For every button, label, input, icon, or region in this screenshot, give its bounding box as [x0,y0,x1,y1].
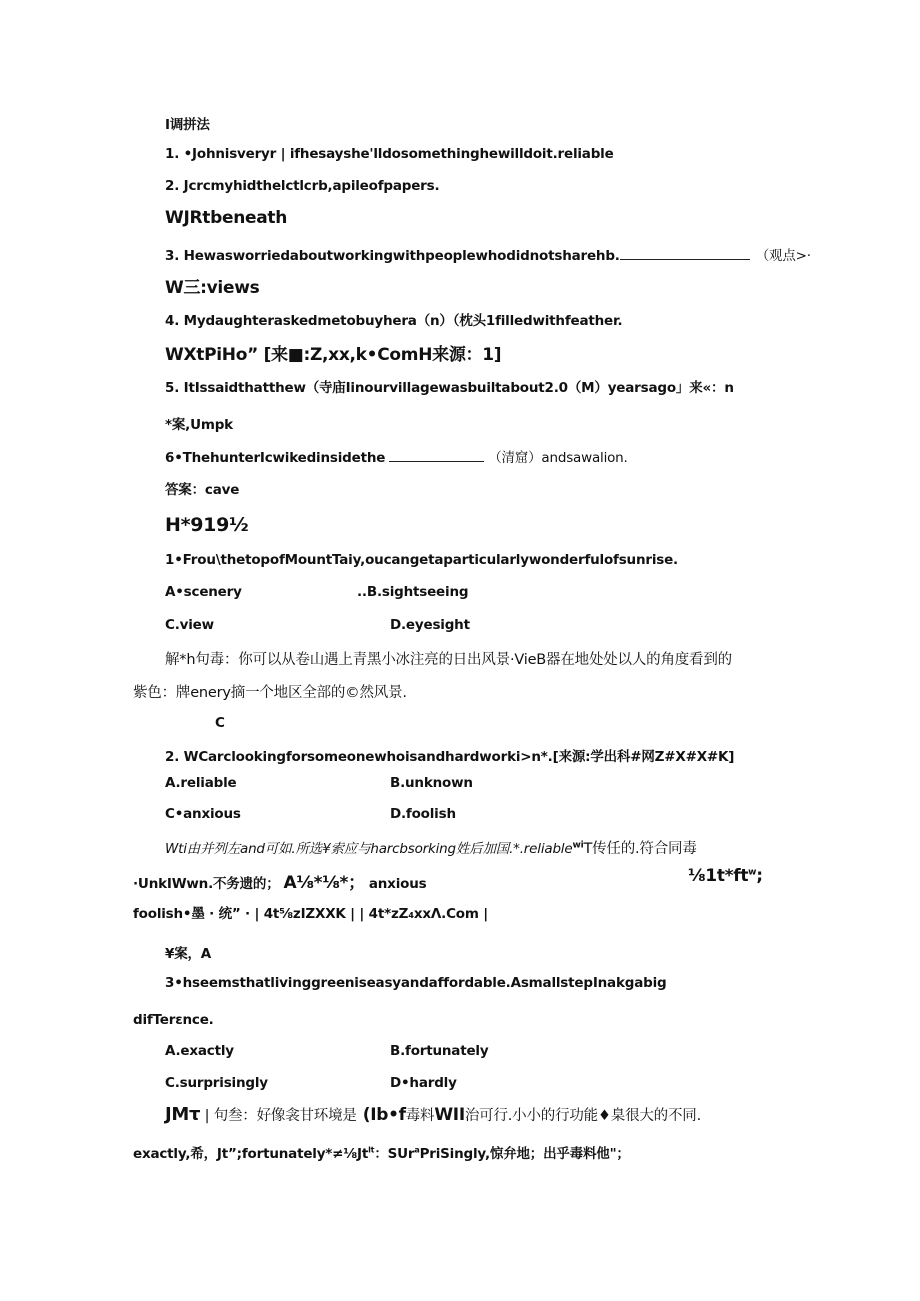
item-1-text: 1. •Johnisveryr | ifhesayshe'lldosomethinghewilldoit.reliable [165,146,614,162]
question-1-text: 1•Frou\thetopofMountTaiy,oucangetaparticularlywonderfulofsunrise. [165,552,678,568]
question-1-answer: C [215,715,225,731]
question-1-option-b: ..B.sightseeing [357,584,469,600]
item-3-hint: （观点>· [755,248,811,264]
item-2-answer: WJRtbeneath [165,208,288,228]
item-6-hint: （清窟）andsawalion. [488,450,628,466]
garbled-text: (Ib•f [362,1105,406,1125]
item-6-text [165,446,628,466]
question-2-explanation-line3: foolish•墨 · 统” · | 4t⅝zIZXXK | | 4t*zZ₄xxΛ.Com | [133,906,488,922]
item-5-text: 5. ItIssaidthatthew（寺庙Iinourvillagewasbuiltabout2.0（M）yearsago」来«：n [165,380,734,396]
question-1-option-d: D.eyesight [390,617,470,633]
item-5-answer: *案,Umpk [165,417,233,433]
superscript: a [414,1145,420,1155]
garbled-symbols: A⅛*⅛*； [283,873,365,893]
question-3-option-c: C.surprisingly [165,1075,268,1091]
unknown-note: ·UnkIWwn.不务遗的； [133,876,280,892]
superscript: w [748,867,757,878]
question-2-text: 2. WCarclookingforsomeonewhoisandhardworki>n*.[来源:学出科#网Z#X#X#K] [165,749,735,765]
garbled-heading: JMτ [165,1104,201,1125]
anxious-note: anxious [368,876,427,892]
question-3-explanation [165,1104,701,1125]
question-3-text: 3•hseemsthatlivinggreeniseasyandaffordable.AsmallstepInakgabig [165,975,667,991]
question-2-explanation-line2 [133,868,426,893]
explanation-part-2: ：SUr [374,1146,415,1162]
superscript: wi [572,840,584,851]
answer-blank [389,447,484,462]
garbled-text-2: WII [434,1105,465,1125]
question-3-text-cont: difTerεnce. [133,1012,214,1028]
question-2-explanation [165,837,697,858]
question-2-answer: ¥案，A [165,946,212,962]
superscript: lt [368,1145,375,1155]
explanation-text-3: 治可行.小小的行功能♦臬很大的不同. [464,1108,701,1124]
question-3-option-b: B.fortunately [390,1043,489,1059]
question-3-option-a: A.exactly [165,1043,234,1059]
answer-blank [620,245,750,260]
item-6-sentence: 6•ThehunterIcwikedinsidethe [165,450,386,466]
item-6-answer: 答案：cave [165,482,240,498]
item-4-answer: WXtPiHo” [来■:Z,xx,k•ComH来源：1] [165,345,502,365]
item-3-sentence: 3. Hewasworriedaboutworkingwithpeoplewhodidnotsharehb. [165,248,620,264]
explanation-text-2: 毒料 [405,1108,435,1124]
item-2-text: 2. Jcrcmyhidthelctlcrb,apileofpapers. [165,178,440,194]
question-2-explanation-tail: T传任的.符合同毒 [583,841,697,857]
explanation-text: | 句叁：好像衾甘环境是 [200,1108,357,1124]
question-1-option-a: A•scenery [165,584,242,600]
garbled-text: ⅛1t*ft [688,866,749,886]
question-2-option-a: A.reliable [165,775,237,791]
item-4-text: 4. Mydaughteraskedmetobuyhera（n）（枕头1filledwithfeather. [165,313,623,329]
question-2-garbled-end [688,866,763,886]
question-3-explanation-line2 [133,1142,630,1162]
question-1-explanation: 解*h句毒：你可以从卷山遇上青黑小冰注亮的日出风景·VieB器在地处处以人的角度看到的 [165,652,732,668]
question-2-option-b: B.unknown [390,775,473,791]
semicolon: ; [756,866,763,886]
item-3-text [165,244,811,264]
item-3-answer: W三:views [165,278,260,298]
section-heading: I调拼法 [165,117,210,133]
section-2-heading: H*919½ [165,514,249,536]
question-1-explanation-cont: 紫色：牌enery摘一个地区全部的©然风景. [133,685,407,701]
question-2-option-c: C•anxious [165,806,241,822]
question-2-explanation-main: Wti由并列左and可如.所选¥索应与harcbsorking姓后加国.*.reliable [165,841,573,857]
question-3-option-d: D•hardly [390,1075,457,1091]
question-2-option-d: D.foolish [390,806,456,822]
explanation-part-1: exactly,希，Jt”;fortunately*≠⅛Jt [133,1146,369,1162]
question-1-option-c: C.view [165,617,214,633]
explanation-part-3: PriSingly,惊弁地；出乎毒料他"； [419,1146,630,1162]
